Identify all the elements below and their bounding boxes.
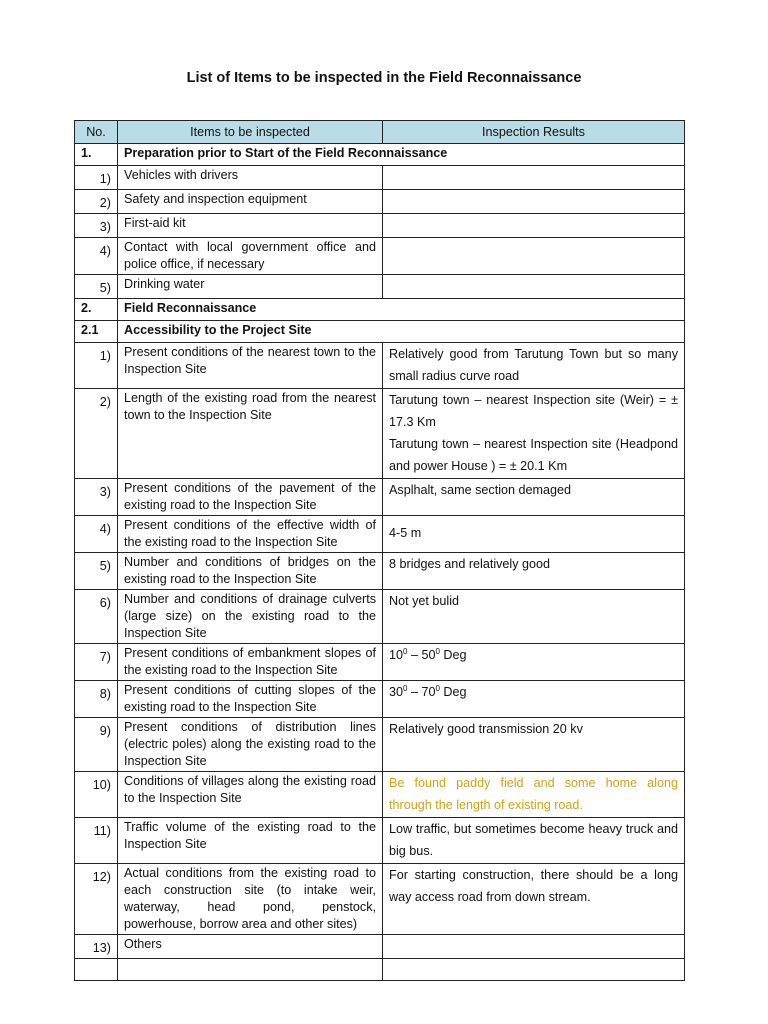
degree-superscript: 0 xyxy=(403,646,408,656)
result-text: Asplhalt, same section demaged xyxy=(383,479,685,516)
item-text: Drinking water xyxy=(118,275,383,299)
row-number: 2) xyxy=(75,190,118,214)
item-text: Number and conditions of bridges on the existing road to the Inspection Site xyxy=(118,553,383,590)
section-row xyxy=(75,321,685,343)
inspection-table xyxy=(74,120,685,981)
row-number: 8) xyxy=(75,681,118,718)
degree-superscript: 0 xyxy=(435,646,440,656)
table-row xyxy=(75,389,685,479)
item-text: Vehicles with drivers xyxy=(118,166,383,190)
item-text: Present conditions of distribution lines (electric poles) along the existing road to the Inspection Site xyxy=(118,718,383,772)
result-cell xyxy=(383,935,685,959)
item-text: Safety and inspection equipment xyxy=(118,190,383,214)
header-results: Inspection Results xyxy=(383,121,685,144)
table-row xyxy=(75,479,685,516)
empty-cell xyxy=(383,959,685,981)
result-text: Relatively good from Tarutung Town but so many small radius curve road xyxy=(383,343,685,389)
item-text: Present conditions of the effective width of the existing road to the Inspection Site xyxy=(118,516,383,553)
item-text: Present conditions of the pavement of the existing road to the Inspection Site xyxy=(118,479,383,516)
table-row xyxy=(75,935,685,959)
table-header-row xyxy=(75,121,685,144)
row-number: 3) xyxy=(75,479,118,516)
row-number: 5) xyxy=(75,553,118,590)
empty-cell xyxy=(75,959,118,981)
section-label: Preparation prior to Start of the Field Reconnaissance xyxy=(118,144,685,166)
degree-superscript: 0 xyxy=(403,683,408,693)
table-row xyxy=(75,275,685,299)
table-row xyxy=(75,238,685,275)
result-value: 10 xyxy=(389,648,404,662)
result-cell xyxy=(383,681,685,718)
section-label: Accessibility to the Project Site xyxy=(118,321,685,343)
result-cell xyxy=(383,238,685,275)
section-row xyxy=(75,144,685,166)
result-unit: Deg xyxy=(439,685,467,699)
row-number: 12) xyxy=(75,864,118,935)
table-row xyxy=(75,343,685,389)
item-text: Actual conditions from the existing road to each construction site (to intake weir, waterway, head pond, penstock, powerhouse, borrow area and other sites) xyxy=(118,864,383,935)
item-text: Contact with local government office and police office, if necessary xyxy=(118,238,383,275)
item-text: First-aid kit xyxy=(118,214,383,238)
item-text: Length of the existing road from the nearest town to the Inspection Site xyxy=(118,389,383,479)
item-text: Others xyxy=(118,935,383,959)
table-row xyxy=(75,681,685,718)
item-text: Number and conditions of drainage culverts (large size) on the existing road to the Inspection Site xyxy=(118,590,383,644)
result-value: 30 xyxy=(389,685,404,699)
row-number: 2) xyxy=(75,389,118,479)
row-number: 13) xyxy=(75,935,118,959)
row-number: 4) xyxy=(75,516,118,553)
document-title: List of Items to be inspected in the Field Reconnaissance xyxy=(186,70,582,86)
table-row xyxy=(75,553,685,590)
item-text: Present conditions of the nearest town to the Inspection Site xyxy=(118,343,383,389)
result-value: – 50 xyxy=(407,648,436,662)
section-label: Field Reconnaissance xyxy=(118,299,685,321)
table-row xyxy=(75,864,685,935)
section-number: 2. xyxy=(75,299,118,321)
item-text: Traffic volume of the existing road to the Inspection Site xyxy=(118,818,383,864)
row-number: 1) xyxy=(75,166,118,190)
result-value: – 70 xyxy=(407,685,436,699)
table-row xyxy=(75,718,685,772)
table-row xyxy=(75,959,685,981)
row-number: 4) xyxy=(75,238,118,275)
table-row xyxy=(75,190,685,214)
degree-superscript: 0 xyxy=(435,683,440,693)
item-text: Conditions of villages along the existing road to the Inspection Site xyxy=(118,772,383,818)
result-cell xyxy=(383,389,685,479)
row-number: 5) xyxy=(75,275,118,299)
row-number: 1) xyxy=(75,343,118,389)
row-number: 10) xyxy=(75,772,118,818)
result-text: Be found paddy field and some home along through the length of existing road. xyxy=(383,772,685,818)
row-number: 7) xyxy=(75,644,118,681)
table-row xyxy=(75,644,685,681)
result-cell xyxy=(383,166,685,190)
result-cell xyxy=(383,644,685,681)
result-text: Low traffic, but sometimes become heavy truck and big bus. xyxy=(383,818,685,864)
row-number: 9) xyxy=(75,718,118,772)
section-row xyxy=(75,299,685,321)
result-unit: Deg xyxy=(439,648,467,662)
result-cell xyxy=(383,214,685,238)
table-row xyxy=(75,516,685,553)
table-row xyxy=(75,214,685,238)
empty-cell xyxy=(118,959,383,981)
result-text: Tarutung town – nearest Inspection site (Headpond and power House ) = ± 20.1 Km xyxy=(389,437,678,473)
table-row xyxy=(75,590,685,644)
result-text: 4-5 m xyxy=(383,516,685,553)
section-number: 2.1 xyxy=(75,321,118,343)
item-text: Present conditions of embankment slopes of the existing road to the Inspection Site xyxy=(118,644,383,681)
result-cell xyxy=(383,275,685,299)
table-row xyxy=(75,772,685,818)
result-text: Not yet bulid xyxy=(383,590,685,644)
result-text: Tarutung town – nearest Inspection site (Weir) = ± 17.3 Km xyxy=(389,393,678,429)
result-cell xyxy=(383,190,685,214)
table-row xyxy=(75,818,685,864)
result-text: For starting construction, there should be a long way access road from down stream. xyxy=(383,864,685,935)
result-text: 8 bridges and relatively good xyxy=(383,553,685,590)
item-text: Present conditions of cutting slopes of the existing road to the Inspection Site xyxy=(118,681,383,718)
section-number: 1. xyxy=(75,144,118,166)
header-no: No. xyxy=(75,121,118,144)
result-text: Relatively good transmission 20 kv xyxy=(383,718,685,772)
row-number: 3) xyxy=(75,214,118,238)
row-number: 6) xyxy=(75,590,118,644)
table-row xyxy=(75,166,685,190)
row-number: 11) xyxy=(75,818,118,864)
header-items: Items to be inspected xyxy=(118,121,383,144)
